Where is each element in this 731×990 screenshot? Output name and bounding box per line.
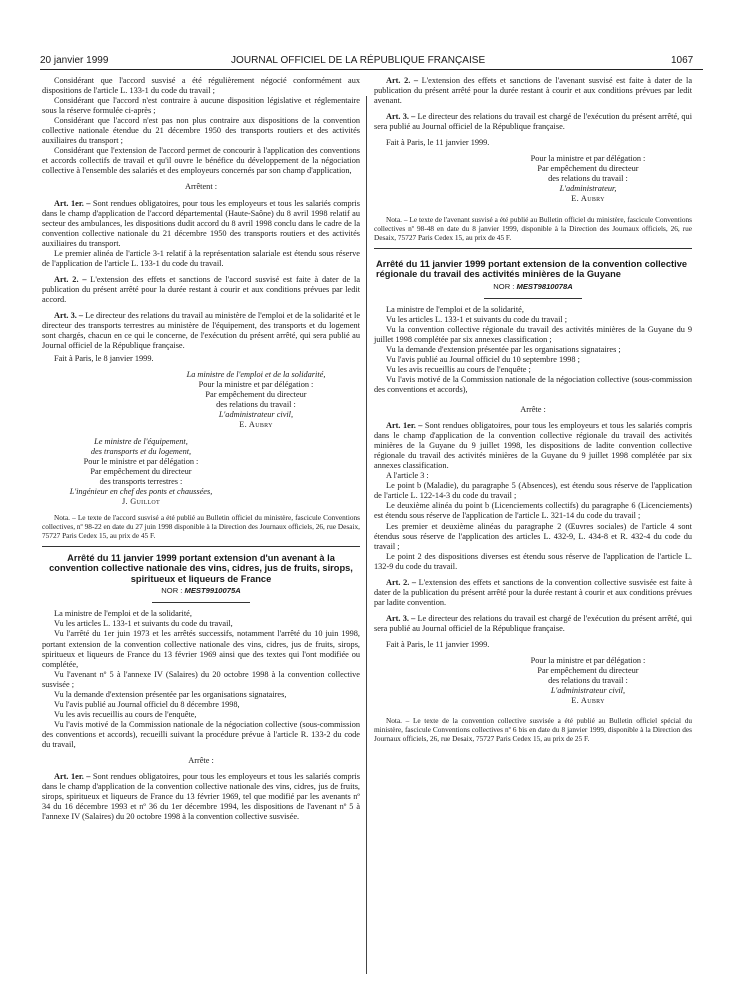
d3-article-3-text: Le directeur des relations du travail est chargé de l'exécution du présent arrêté, qui sera publié au Journal officiel de la République française. [374, 613, 693, 633]
d3-line: Vu l'avis publié au Journal officiel du 10 septembre 1998 ; [386, 354, 580, 364]
d3-reserve: Les premier et deuxième alinéas du paragraphe 2 (Œuvres sociales) de l'article 4 sont étendus sous réserve de l'application des articles L. 432-9, L. 434-8 et R. 432-4 du code du travail ; [374, 521, 692, 551]
signature-block-3 [374, 154, 692, 204]
section-rule [374, 248, 692, 249]
article-3-text: Le directeur des relations du travail au ministère de l'emploi et de la solidarité et le directeur des transports terrestres au ministère de l'équipement, des transports et du logement sont chargés, chacun en ce qui le concerne, de l'exécution du présent arrêté, qui sera publié au Journal officiel de la République française. [42, 310, 361, 351]
nota-3: Nota. – Le texte de la convention collective susvisée a été publié au Bulletin officiel spécial du ministère, fascicule Conventions collectives nº 6 bis en date du 8 janvier 1999, disponible à la Direction des Journaux officiels, 26, rue Desaix, 75727 Paris Cedex 15, au prix de 25 F. [374, 716, 692, 744]
fait-a-paris-3: Fait à Paris, le 11 janvier 1999. [386, 639, 490, 649]
d3-reserve: Le point 2 des dispositions diverses est étendu sous réserve de l'application de l'article L. 132-9 du code du travail. [374, 551, 692, 571]
right-column [374, 76, 692, 743]
page-header [0, 0, 731, 72]
d2-line: Vu l'avis motivé de la Commission nationale de la négociation collective (sous-commission des conventions et accords), recueilli suivant la procédure prévue à l'article R. 133-2 du code du travail, [42, 719, 360, 749]
decree-2-title: Arrêté du 11 janvier 1999 portant extension d'un avenant à la convention collective nationale des vins, cidres, jus de fruits, sirops, spiritueux et liqueurs de France [49, 552, 353, 584]
d2-line: Vu l'arrêté du 1er juin 1973 et les arrêtés successifs, notamment l'arrêté du 10 juin 1998, portant extension de la convention collective nationale des vins, cidres, jus de fruits, sirops, spiritueux et liqueurs de France du 13 février 1969 ainsi que des textes qui l'ont modifiée ou complétée, [42, 629, 360, 669]
header-page-number: 1067 [671, 55, 694, 66]
arretent-heading: Arrêtent : [184, 182, 218, 192]
d3-article-2 [374, 578, 692, 608]
sig1-line: Pour la ministre et par délégation : [198, 380, 314, 390]
sig1-line: Par empêchement du directeur [205, 390, 307, 400]
d3-line: La ministre de l'emploi et de la solidarité, [386, 304, 524, 314]
sig2-line: des transports et du logement, [90, 446, 192, 456]
d2-article-2-text: L'extension des effets et sanctions de l'avenant susvisé est faite à dater de la publication du présent arrêté pour la durée restant à courir et aux conditions prévues par ledit avenant. [374, 76, 693, 106]
sig4-line: des relations du travail : [548, 676, 628, 686]
sig3-line: Par empêchement du directeur [537, 164, 639, 174]
d3-article-3-ref: A l'article 3 : [386, 471, 429, 481]
signature-block-1 [42, 370, 360, 430]
d3-article-1 [374, 421, 692, 471]
sig1-line: L'administrateur civil, [218, 410, 294, 420]
article-3 [42, 311, 360, 351]
fait-a-paris-2: Fait à Paris, le 11 janvier 1999. [386, 138, 490, 148]
d2-article-1-text: Sont rendues obligatoires, pour tous les employeurs et tous les salariés compris dans le champ d'application de la convention collective nationale des vins, cidres, jus de fruits, sirops, spiritueux et liqueurs de France du 13 février 1969, tel que modifié par les avenants nº 34 du 16 décembre 1993 et nº 36 du 1er décembre 1994, les dispositions de l'avenant nº 5 à l'annexe IV (Salaires) du 20 octobre 1998 à la convention collective susvisée. [42, 772, 360, 822]
sig2-line: Par empêchement du directeur [90, 466, 192, 476]
d3-article-1-text: Sont rendues obligatoires, pour tous les employeurs et tous les salariés compris dans le champ d'application de la convention collective régionale du travail des activités minières de la Guyane du 9 juillet 1998, les dispositions de ladite convention collective régionale du travail des activités minières de la Guyane du 9 juillet 1998 complétée par six annexes classification. [374, 421, 692, 471]
decree-3-nor [374, 282, 692, 292]
article-1-b: Le premier alinéa de l'article 3-1 relatif à la représentation salariale est étendu sous réserve de l'application de l'article L. 133-1 du code du travail. [42, 248, 360, 268]
sig4-name: E. Aubry [571, 696, 605, 706]
d3-article-2-label: Art. 2. – [386, 577, 416, 587]
d3-arrete-heading: Arrête : [520, 404, 546, 414]
sig2-line: L'ingénieur en chef des ponts et chaussées, [69, 486, 213, 496]
sig2-line: des transports terrestres : [99, 476, 183, 486]
d3-line: Vu la demande d'extension présentée par les organisations signataires ; [386, 344, 621, 354]
d3-article-3 [374, 614, 692, 634]
d2-article-1 [42, 772, 360, 822]
nor-code: MEST9810078A [516, 281, 573, 291]
d2-line: Vu les articles L. 133-1 et suivants du code du travail, [54, 619, 233, 629]
d3-line: Vu les articles L. 133-1 et suivants du code du travail ; [386, 314, 568, 324]
sig2-line: Pour le ministre et par délégation : [83, 456, 199, 466]
d2-article-1-label: Art. 1er. – [54, 772, 91, 782]
fait-a-paris-1: Fait à Paris, le 8 janvier 1999. [54, 354, 154, 364]
d3-reserve: Le point b (Maladie), du paragraphe 5 (Absences), est étendu sous réserve de l'application de l'article L. 122-14-3 du code du travail ; [374, 481, 692, 501]
sig3-line: L'administrateur, [559, 184, 617, 194]
sig4-line: Par empêchement du directeur [537, 666, 639, 676]
d2-line: Vu l'avis publié au Journal officiel du 8 décembre 1998, [54, 699, 240, 709]
d3-article-2-text: L'extension des effets et sanctions de la convention collective susvisée est faite à dater de la publication du présent arrêté pour la durée restant à courir et aux conditions prévues par ladite convention. [374, 577, 693, 607]
d2-article-3-label: Art. 3. – [386, 112, 416, 122]
article-2 [42, 275, 360, 305]
d3-line: Vu l'avis motivé de la Commission nationale de la négociation collective (sous-commission des conventions et accords), [374, 374, 692, 394]
d2-article-2 [374, 76, 692, 106]
signature-block-2 [42, 437, 360, 507]
nor-label: NOR : [493, 281, 515, 291]
nor-code: MEST9910075A [184, 586, 241, 596]
article-3-label: Art. 3. – [54, 310, 84, 320]
d2-line: Vu la demande d'extension présentée par les organisations signataires, [54, 689, 287, 699]
sig1-line: des relations du travail : [216, 400, 296, 410]
title-rule [152, 602, 250, 603]
d2-arrete-heading: Arrête : [188, 756, 214, 766]
considerant-2: Considérant que l'accord n'est contraire à aucune disposition législative et réglementaire sous la réserve formulée ci-après ; [42, 96, 360, 116]
d3-article-3-label: Art. 3. – [386, 613, 416, 623]
sig2-line: Le ministre de l'équipement, [94, 436, 188, 446]
d3-line: Vu les avis recueillis au cours de l'enquête ; [386, 364, 531, 374]
d3-line: Vu la convention collective régionale du travail des activités minières de la Guyane du 9 juillet 1998 complétée par six annexes classification ; [374, 324, 692, 344]
sig2-name: J. Guillot [121, 496, 161, 506]
title-rule [484, 298, 582, 299]
nor-label: NOR : [161, 586, 183, 596]
considerant-3: Considérant que l'accord n'est pas non plus contraire aux dispositions de la convention collective nationale étendue du 21 décembre 1950 des transports routiers et des activités auxiliaires du transport ; [42, 116, 360, 146]
article-2-label: Art. 2. – [54, 274, 87, 284]
d2-line: Vu les avis recueillis au cours de l'enquête, [54, 709, 197, 719]
article-1-text: Sont rendues obligatoires, pour tous les employeurs et tous les salariés compris dans le champ d'application de l'accord départemental (Haute-Saône) du 8 avril 1998 relatif au secteur des ambulances, les dispositions dudit accord du 8 avril 1998 conclu dans le cadre de la convention collective nationale du 21 décembre 1950 des transports routiers et des activités auxiliaires du transport. [42, 198, 360, 248]
signature-block-4 [374, 656, 692, 706]
d2-line: Vu l'avenant nº 5 à l'annexe IV (Salaires) du 20 octobre 1998 à la convention collective susvisée ; [42, 669, 360, 689]
d3-article-1-label: Art. 1er. – [386, 421, 423, 431]
considerant-1: Considérant que l'accord susvisé a été régulièrement négocié conformément aux dispositions de l'article L. 133-1 du code du travail ; [42, 76, 360, 96]
nota-2: Nota. – Le texte de l'avenant susvisé a été publié au Bulletin officiel du ministère, fascicule Conventions collectives nº 98-48 en date du 8 janvier 1999, disponible à la Direction des Journaux officiels, 26, rue Desaix, 75727 Paris Cedex 15, au prix de 45 F. [374, 214, 692, 242]
d2-article-2-label: Art. 2. – [386, 76, 419, 85]
column-divider [366, 96, 367, 974]
sig3-line: des relations du travail : [548, 174, 628, 184]
d3-reserve: Le deuxième alinéa du point b (Licenciements collectifs) du paragraphe 6 (Licenciements) est étendu sous réserve de l'application de l'article L. 321-14 du code du travail ; [374, 501, 692, 521]
sig4-line: Pour la ministre et par délégation : [530, 656, 646, 666]
section-rule [42, 546, 360, 547]
article-1 [42, 199, 360, 249]
article-1-label: Art. 1er. – [54, 198, 91, 208]
sig3-name: E. Aubry [571, 194, 605, 204]
header-rule [40, 69, 703, 70]
decree-2-nor [42, 586, 360, 596]
left-column [42, 76, 360, 822]
sig1-line: La ministre de l'emploi et de la solidarité, [186, 370, 326, 380]
d2-line: La ministre de l'emploi et de la solidarité, [54, 609, 192, 619]
d2-article-3 [374, 112, 692, 132]
header-date: 20 janvier 1999 [40, 55, 109, 66]
decree-3-title: Arrêté du 11 janvier 1999 portant extension de la convention collective régionale du travail des activités minières de la Guyane [376, 258, 688, 280]
considerant-4: Considérant que l'extension de l'accord permet de concourir à l'application des conventions et accords collectifs de travail et qu'il ouvre le bénéfice du développement de la négociation collective à l'ensemble des salariés et des employeurs concernés par son champ d'application, [42, 146, 360, 176]
sig1-name: E. Aubry [239, 420, 273, 430]
nota-1: Nota. – Le texte de l'accord susvisé a été publié au Bulletin officiel du ministère, fascicule Conventions collectives, nº 98-22 en date du 27 juin 1998 disponible à la Direction des Journaux officiels, 26, rue Desaix, 75727 Paris Cedex 15, au prix de 45 F. [42, 512, 360, 540]
sig4-line: L'administrateur civil, [550, 686, 626, 696]
header-journal-title: JOURNAL OFFICIEL DE LA RÉPUBLIQUE FRANÇAISE [231, 55, 486, 66]
d2-article-3-text: Le directeur des relations du travail est chargé de l'exécution du présent arrêté, qui sera publié au Journal officiel de la République française. [374, 112, 693, 132]
sig3-line: Pour la ministre et par délégation : [530, 154, 646, 164]
article-2-text: L'extension des effets et sanctions de l'accord susvisé est faite à dater de la publication du présent arrêté pour la durée restant à courir et aux conditions prévues par ledit accord. [42, 274, 361, 304]
